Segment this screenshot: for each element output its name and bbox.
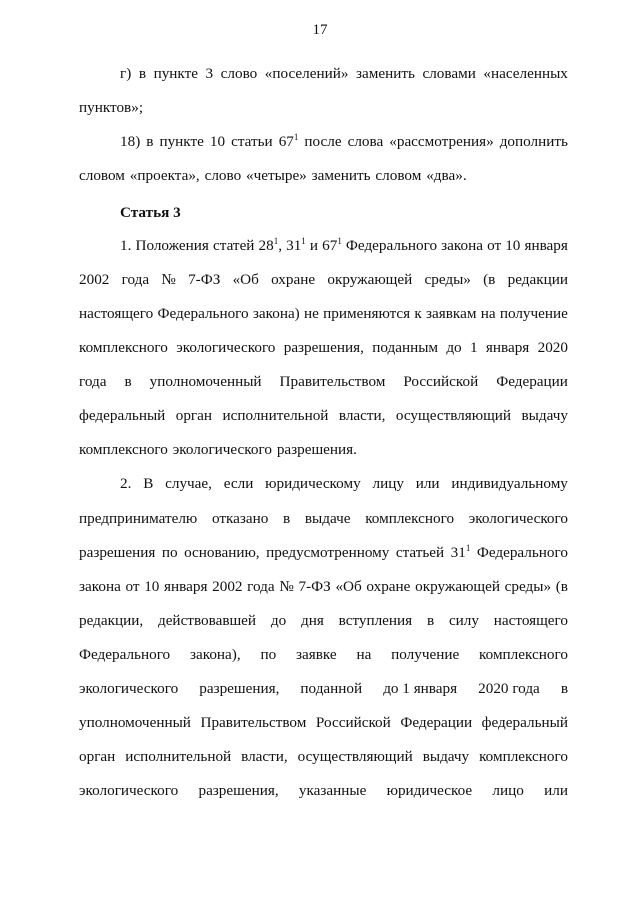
word: Положения xyxy=(135,237,209,254)
word: $31^1$ xyxy=(450,543,471,561)
word: экологического xyxy=(172,441,272,458)
word: разрешения, xyxy=(198,782,279,799)
word: Российской xyxy=(315,714,391,731)
word: Федерального xyxy=(345,237,438,254)
word: статьи xyxy=(231,133,273,150)
word: получение xyxy=(391,646,460,663)
word: закона xyxy=(441,237,483,254)
word: комплексного xyxy=(79,339,168,356)
word: статьей xyxy=(395,544,445,561)
word: в xyxy=(124,373,132,390)
article-superscript: 1 xyxy=(337,236,342,246)
word: 3 xyxy=(205,65,214,82)
word: словами xyxy=(422,65,476,82)
word: слово xyxy=(204,167,242,184)
word: охране xyxy=(271,271,316,288)
text-line xyxy=(79,338,568,358)
word: к xyxy=(414,305,422,322)
word: комплексного xyxy=(365,510,455,527)
word: Федерации xyxy=(496,373,568,390)
word: и xyxy=(309,237,319,254)
word: от xyxy=(487,237,502,254)
word: охране xyxy=(366,578,411,595)
word: 2. xyxy=(120,475,132,492)
word: орган xyxy=(79,748,116,765)
word: юридическое xyxy=(386,782,473,799)
word: комплексного xyxy=(479,748,568,765)
word: $28^1$, xyxy=(258,236,283,254)
word: разрешения. xyxy=(276,441,357,458)
word: разрешения xyxy=(79,544,156,561)
word: словом xyxy=(79,167,125,184)
word: заявкам xyxy=(426,305,477,322)
word: (в xyxy=(483,271,496,288)
word: пунктов»; xyxy=(79,99,144,116)
word: 1. xyxy=(120,237,132,254)
word: вступления xyxy=(338,612,413,629)
word: пункте xyxy=(159,133,204,150)
text-line xyxy=(120,474,568,494)
word: орган xyxy=(175,407,213,424)
word: 2020 xyxy=(537,339,568,356)
text-line xyxy=(79,713,568,733)
word: редакции xyxy=(507,271,568,288)
word: настоящего xyxy=(493,612,568,629)
text-line xyxy=(79,372,568,392)
text-line xyxy=(120,64,568,84)
word: Федерации xyxy=(400,714,473,731)
word: 1 xyxy=(469,339,478,356)
word: В xyxy=(143,475,154,492)
word: федеральный xyxy=(79,407,166,424)
word: окружающей xyxy=(415,578,500,595)
word: выдаче xyxy=(304,510,351,527)
word: «поселений» xyxy=(264,65,349,82)
word: на xyxy=(356,646,372,663)
word: власти, xyxy=(338,407,386,424)
word: уполномоченный xyxy=(149,373,262,390)
word: силу xyxy=(448,612,479,629)
word: предусмотренному xyxy=(266,544,390,561)
text-line xyxy=(79,304,568,324)
word: 2002 xyxy=(212,578,243,595)
word: Правительством xyxy=(200,714,307,731)
word: отказано xyxy=(211,510,269,527)
word: до xyxy=(446,339,462,356)
word: по xyxy=(161,544,178,561)
word: года xyxy=(121,271,150,288)
word: применяются xyxy=(323,305,411,322)
word: поданной xyxy=(300,680,363,697)
word: заявке xyxy=(296,646,337,663)
word: если xyxy=(223,475,254,492)
word: «четыре» xyxy=(246,167,307,184)
text-line xyxy=(120,236,568,256)
word: не xyxy=(304,305,319,322)
word: на xyxy=(480,305,496,322)
word: «рассмотрения» xyxy=(389,133,494,150)
word: среды» xyxy=(424,271,471,288)
word: слова xyxy=(347,133,384,150)
word: уполномоченный xyxy=(79,714,191,731)
word: слово xyxy=(220,65,258,82)
word: юридическому xyxy=(265,475,361,492)
word: лицо xyxy=(492,782,524,799)
text-line xyxy=(79,270,568,290)
text-line xyxy=(79,611,568,631)
text-line xyxy=(79,747,568,767)
word: исполнительной xyxy=(222,407,329,424)
word: января xyxy=(485,339,530,356)
word: действовавшей xyxy=(157,612,257,629)
word: дополнить xyxy=(499,133,568,150)
word: до xyxy=(270,612,287,629)
word: января xyxy=(524,237,568,254)
word: экологического xyxy=(79,782,179,799)
text-line xyxy=(79,577,568,597)
word: разрешения, xyxy=(283,339,364,356)
word: указанные xyxy=(298,782,367,799)
word: настоящего xyxy=(79,305,154,322)
text-line xyxy=(79,781,568,801)
text-line xyxy=(79,679,568,699)
article-superscript: 1 xyxy=(301,236,306,246)
word: исполнительной xyxy=(125,748,232,765)
word: 18) xyxy=(120,133,141,150)
word: экологического xyxy=(176,339,276,356)
word: осуществляющий xyxy=(297,748,413,765)
word: $67^1$ xyxy=(278,132,299,150)
word: выдачу xyxy=(422,748,470,765)
word: выдачу xyxy=(521,407,568,424)
word: лицу xyxy=(372,475,404,492)
word: г) xyxy=(120,65,132,82)
word: $67^1$ xyxy=(322,236,342,254)
word: закона xyxy=(79,578,121,595)
word: разрешения, xyxy=(199,680,280,697)
word: «Об xyxy=(232,271,259,288)
text-line xyxy=(79,166,568,186)
word: или xyxy=(544,782,568,799)
word: 10 xyxy=(209,133,226,150)
word: «проекта», xyxy=(129,167,200,184)
word: 10 xyxy=(144,578,160,595)
article-heading: Статья 3 xyxy=(120,204,181,221)
word: основанию, xyxy=(184,544,260,561)
word: Правительством xyxy=(279,373,386,390)
word: предпринимателю xyxy=(79,510,198,527)
word: заменить xyxy=(311,167,371,184)
word: по xyxy=(260,646,277,663)
text-line xyxy=(79,406,568,426)
word: окружающей xyxy=(327,271,413,288)
word: после xyxy=(304,133,342,150)
word: до 1 января xyxy=(383,680,458,697)
text-line xyxy=(79,98,568,118)
word: года xyxy=(79,373,107,390)
word: власти, xyxy=(241,748,288,765)
word: 7-ФЗ xyxy=(298,578,331,595)
word: января xyxy=(164,578,208,595)
text-line xyxy=(79,543,568,563)
article-superscript: 1 xyxy=(273,236,279,246)
text-line xyxy=(79,509,568,529)
word: экологического xyxy=(79,680,179,697)
word: федеральный xyxy=(481,714,568,731)
word: в xyxy=(426,612,435,629)
word: № xyxy=(279,578,294,595)
word: среды» xyxy=(504,578,552,595)
word: случае, xyxy=(165,475,212,492)
word: словом xyxy=(375,167,422,184)
word: статей xyxy=(213,237,255,254)
word: осуществляющий xyxy=(395,407,512,424)
word: индивидуальному xyxy=(451,475,568,492)
word: от xyxy=(125,578,140,595)
word: комплексного xyxy=(479,646,568,663)
word: редакции, xyxy=(79,612,144,629)
word: «Об xyxy=(335,578,362,595)
word: Федерального xyxy=(79,646,171,663)
text-line xyxy=(79,440,568,460)
word: 10 xyxy=(505,237,521,254)
word: (в xyxy=(555,578,568,595)
word: 2002 xyxy=(79,271,110,288)
article-superscript: 1 xyxy=(293,132,299,142)
word: пункте xyxy=(153,65,198,82)
text-line xyxy=(120,132,568,152)
word: получение xyxy=(499,305,568,322)
word: экологического xyxy=(468,510,568,527)
word: 2020 года xyxy=(478,680,540,697)
word: закона), xyxy=(189,646,241,663)
word: комплексного xyxy=(79,441,168,458)
word: года xyxy=(247,578,275,595)
word: $31^1$ xyxy=(286,236,306,254)
word: «два». xyxy=(426,167,467,184)
word: или xyxy=(415,475,440,492)
word: в xyxy=(560,680,568,697)
word: в xyxy=(283,510,291,527)
word: Федерального xyxy=(157,305,249,322)
text-line xyxy=(79,645,568,665)
word: в xyxy=(146,133,154,150)
article-superscript: 1 xyxy=(465,543,471,553)
word: заменить xyxy=(356,65,415,82)
word: 7-ФЗ xyxy=(188,271,221,288)
word: дня xyxy=(300,612,324,629)
word: «населенных xyxy=(483,65,568,82)
page-number: 17 xyxy=(312,22,328,38)
word: № xyxy=(161,271,176,288)
word: Федерального xyxy=(476,544,568,561)
word: в xyxy=(138,65,147,82)
word: Российской xyxy=(403,373,479,390)
word: закона) xyxy=(252,305,300,322)
word: поданным xyxy=(372,339,439,356)
